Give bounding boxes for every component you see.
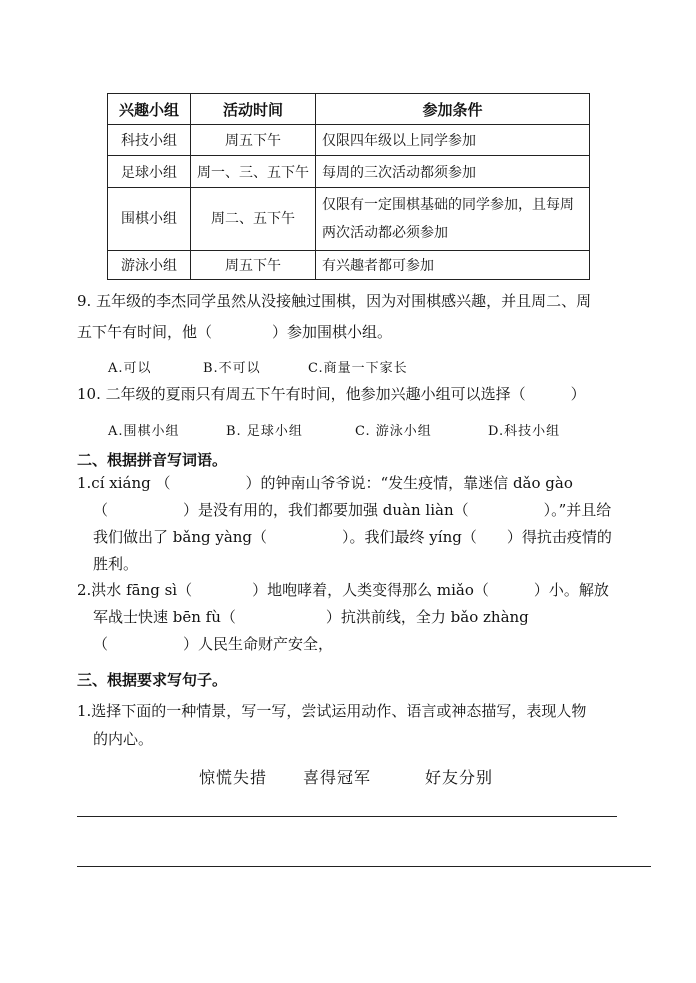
q9-line-2: 五下午有时间，他（ ）参加围棋小组。: [77, 323, 393, 341]
s3-q1-line-1: 1.选择下面的一种情景，写一写，尝试运用动作、语言或神态描写，表现人物: [77, 702, 587, 720]
header-condition: 参加条件: [316, 94, 590, 125]
cell-condition: 每周的三次活动都须参加: [316, 156, 590, 188]
cell-time: 周五下午: [191, 251, 316, 280]
q10-option-a[interactable]: A.围棋小组: [108, 424, 180, 439]
interest-group-table: [107, 93, 590, 280]
choice-1: 惊慌失措: [199, 768, 268, 787]
s2-p1-line-3: 我们做出了 bǎng yàng（ ）。我们最终 yíng（ ）得抗击疫情的: [93, 528, 612, 546]
s2-p1-line-1: 1.cí xiáng （ ）的钟南山爷爷说：“发生疫情，靠迷信 dǎo gào: [77, 474, 573, 492]
s2-p2-line-3: （ ）人民生命财产安全，: [93, 635, 334, 653]
cell-group: 科技小组: [108, 125, 191, 156]
cell-time: 周二、五下午: [191, 188, 316, 251]
table-row: [108, 188, 590, 251]
s2-p2-line-2: 军战士快速 bēn fù（ ）抗洪前线，全力 bǎo zhàng: [93, 608, 529, 626]
section-2-title: 二、根据拼音写词语。: [77, 451, 228, 469]
cell-group: 围棋小组: [108, 188, 191, 251]
s3-q1-line-2: 的内心。: [93, 730, 154, 748]
q10-option-d[interactable]: D.科技小组: [488, 424, 561, 439]
table-row: [108, 251, 590, 280]
q10-line-1: 10. 二年级的夏雨只有周五下午有时间，他参加兴趣小组可以选择（ ）: [77, 385, 586, 403]
answer-line[interactable]: [77, 866, 651, 867]
choice-2: 喜得冠军: [303, 768, 372, 787]
q9-option-b[interactable]: B.不可以: [203, 361, 261, 376]
cell-group: 游泳小组: [108, 251, 191, 280]
cell-condition: 仅限有一定围棋基础的同学参加，且每周两次活动都必须参加: [316, 188, 590, 251]
q9-line-1: 9. 五年级的李杰同学虽然从没接触过围棋，因为对围棋感兴趣，并且周二、周: [77, 292, 592, 310]
header-group: 兴趣小组: [108, 94, 191, 125]
table-header-row: [108, 94, 590, 125]
q10-option-b[interactable]: B. 足球小组: [226, 424, 303, 439]
cell-condition: 仅限四年级以上同学参加: [316, 125, 590, 156]
s2-p1-line-4: 胜利。: [93, 555, 139, 573]
cell-condition: 有兴趣者都可参加: [316, 251, 590, 280]
cell-time: 周一、三、五下午: [191, 156, 316, 188]
cell-time: 周五下午: [191, 125, 316, 156]
answer-line[interactable]: [77, 816, 617, 817]
table-row: [108, 125, 590, 156]
s2-p1-line-2: （ ）是没有用的，我们都要加强 duàn liàn（ ）。”并且给: [93, 501, 612, 519]
q10-option-c[interactable]: C. 游泳小组: [355, 424, 432, 439]
section-3-title: 三、根据要求写句子。: [77, 671, 228, 689]
q9-option-a[interactable]: A.可以: [108, 361, 152, 376]
q9-option-c[interactable]: C.商量一下家长: [308, 361, 408, 376]
choice-3: 好友分别: [425, 768, 494, 787]
table-row: [108, 156, 590, 188]
s2-p2-line-1: 2.洪水 fāng sì（ ）地咆哮着，人类变得那么 miǎo（ ）小。解放: [77, 581, 609, 599]
header-time: 活动时间: [191, 94, 316, 125]
cell-group: 足球小组: [108, 156, 191, 188]
